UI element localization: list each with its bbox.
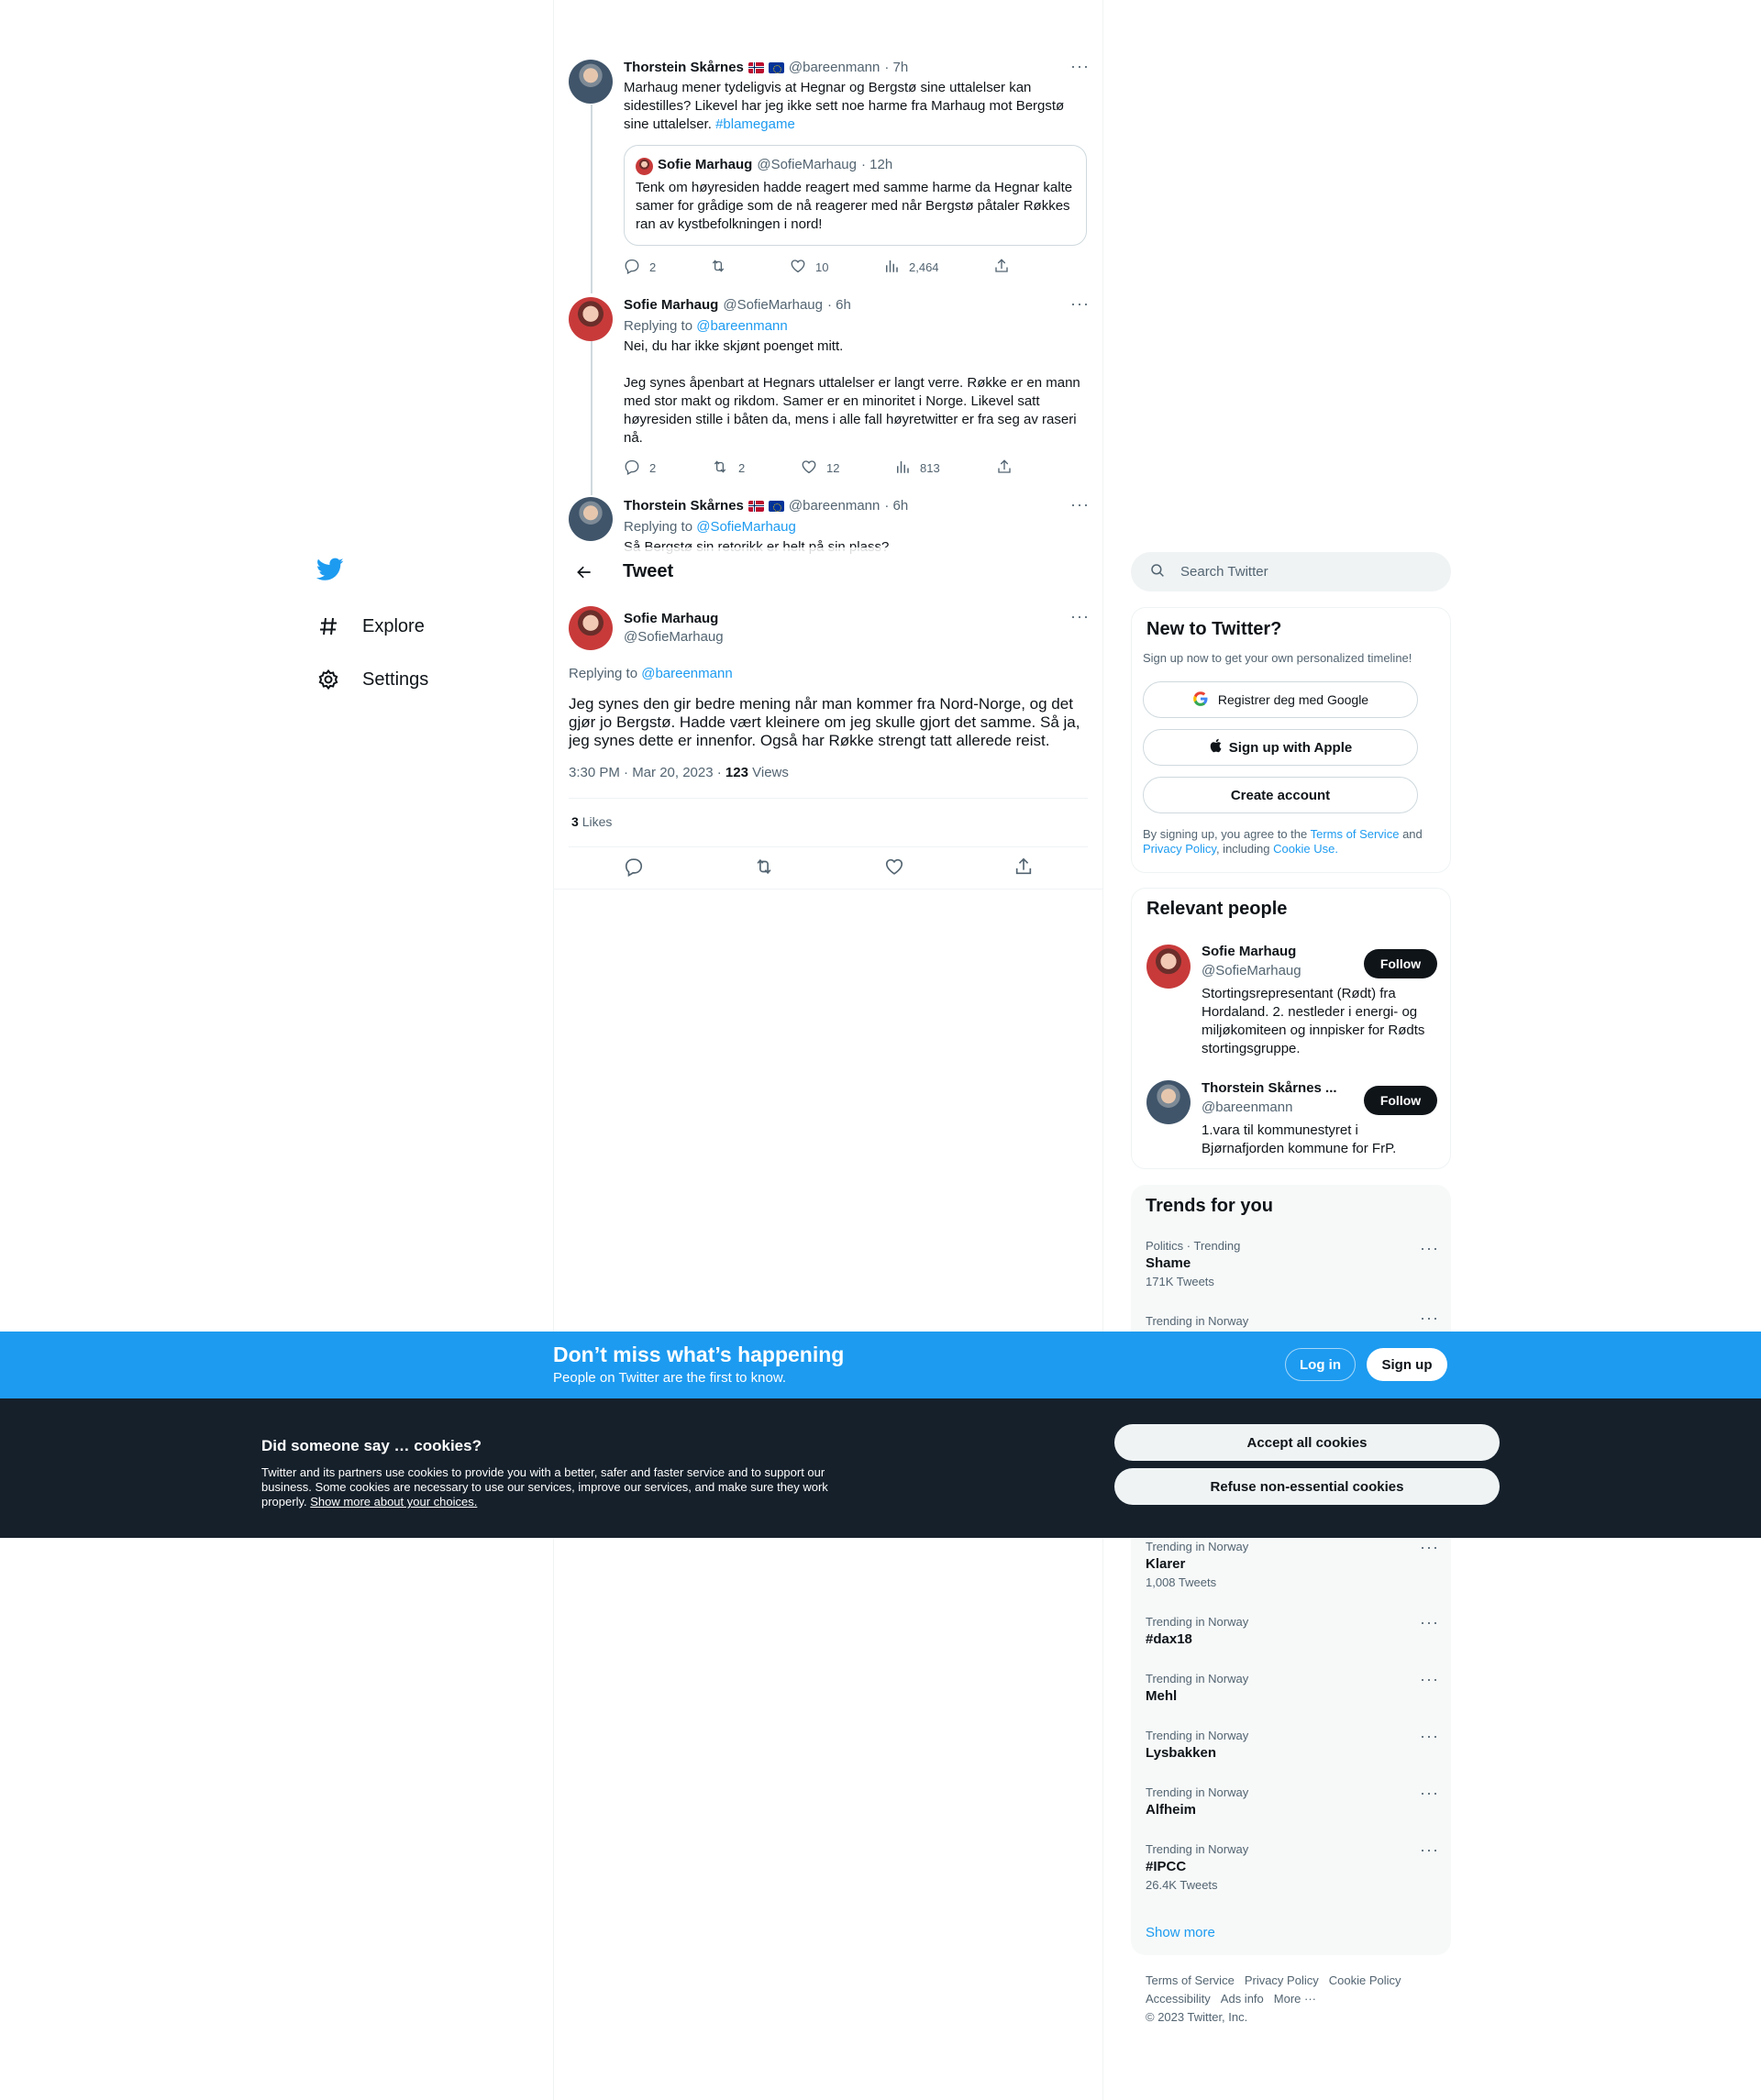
more-icon[interactable]: ··· xyxy=(1070,57,1090,75)
trend-count: 171K Tweets xyxy=(1146,1275,1214,1288)
trend-name: #IPCC xyxy=(1146,1859,1187,1874)
trend-item[interactable] xyxy=(1146,1540,1439,1589)
divider xyxy=(569,846,1088,847)
trend-name: Shame xyxy=(1146,1255,1191,1271)
heart-icon[interactable] xyxy=(884,857,904,881)
reply-button[interactable] xyxy=(624,258,709,277)
avatar[interactable] xyxy=(569,497,613,541)
trend-item[interactable] xyxy=(1146,1729,1439,1761)
views-button[interactable] xyxy=(883,258,993,277)
nav-item-label: Explore xyxy=(362,615,425,636)
cookie-body: Twitter and its partners use cookies to provide you with a better, safer and faster service and to support our business. Some cookies are necessary to use our services, improve our services, and make sure they work properly. xyxy=(261,1465,828,1509)
trend-name: #dax18 xyxy=(1146,1631,1192,1647)
hashtag-icon xyxy=(315,613,342,640)
signup-banner xyxy=(0,1332,1761,1398)
sidebar-footer xyxy=(1146,1972,1401,2027)
mention-link[interactable]: @bareenmann xyxy=(641,666,733,681)
apple-button-label: Sign up with Apple xyxy=(1228,739,1353,756)
tweet-page-header xyxy=(554,547,1102,596)
tweet-text: Nei, du har ikke skjønt poenget mitt. xyxy=(624,338,844,354)
author-name[interactable]: Sofie Marhaug xyxy=(624,297,719,313)
replying-to-label: Replying to xyxy=(624,318,693,334)
avatar[interactable] xyxy=(1146,1080,1191,1124)
gear-icon xyxy=(315,666,342,693)
cookie-more-link[interactable]: Show more about your choices. xyxy=(310,1495,478,1509)
follow-button[interactable]: Follow xyxy=(1364,1086,1437,1115)
back-arrow-icon[interactable] xyxy=(570,558,598,586)
reply-button[interactable] xyxy=(624,459,711,478)
follow-button[interactable]: Follow xyxy=(1364,949,1437,978)
trend-name: Lysbakken xyxy=(1146,1745,1216,1761)
nav-item-settings[interactable] xyxy=(315,666,428,693)
share-icon xyxy=(996,459,1013,478)
cookie-title: Did someone say … cookies? xyxy=(261,1437,482,1454)
trend-count: 1,008 Tweets xyxy=(1146,1575,1217,1589)
footer-link[interactable]: Ads info xyxy=(1220,1992,1264,2006)
replying-to xyxy=(624,317,1087,336)
more-icon[interactable]: ··· xyxy=(1420,1239,1439,1257)
like-count: 10 xyxy=(815,260,829,274)
more-icon[interactable]: ··· xyxy=(1070,607,1090,625)
more-icon[interactable]: ··· xyxy=(1420,1309,1439,1327)
likes-count: 3 xyxy=(571,814,579,829)
avatar[interactable] xyxy=(569,60,613,104)
trend-item[interactable] xyxy=(1146,1842,1439,1892)
retweet-button[interactable] xyxy=(711,459,801,478)
accept-cookies-button[interactable]: Accept all cookies xyxy=(1114,1424,1500,1461)
more-icon[interactable]: ··· xyxy=(1070,294,1090,313)
copyright: © 2023 Twitter, Inc. xyxy=(1146,2010,1248,2024)
trend-category: Trending in Norway xyxy=(1146,1314,1249,1328)
norway-flag-icon xyxy=(748,62,764,73)
trend-category: Trending in Norway xyxy=(1146,1540,1249,1553)
quote-text: Tenk om høyresiden hadde reagert med samme harme da Hegnar kalte samer for grådige som de nå reagerer med når Bergstø påtaler Røkkes ran av kystbefolkningen i nord! xyxy=(636,180,1073,232)
timeline-right-border xyxy=(1102,0,1103,2100)
footer-link[interactable]: More ··· xyxy=(1273,1992,1316,2006)
trend-category: Trending in Norway xyxy=(1146,1615,1249,1629)
footer-link[interactable]: Accessibility xyxy=(1146,1992,1211,2006)
card-title: Relevant people xyxy=(1146,899,1288,919)
cookie-use-link[interactable]: Cookie Use. xyxy=(1273,842,1338,856)
more-icon[interactable]: ··· xyxy=(1420,1538,1439,1556)
nav-item-explore[interactable] xyxy=(315,613,425,640)
reply-icon xyxy=(624,459,640,478)
replying-to-label: Replying to xyxy=(569,666,638,681)
replying-to xyxy=(569,666,733,681)
like-button[interactable] xyxy=(790,258,883,277)
trend-category: Trending in Norway xyxy=(1146,1842,1249,1856)
more-icon[interactable]: ··· xyxy=(1420,1784,1439,1802)
retweet-icon xyxy=(711,459,729,478)
google-button-label: Registrer deg med Google xyxy=(1217,692,1369,707)
like-button[interactable] xyxy=(801,459,894,478)
reply-icon[interactable] xyxy=(624,857,644,881)
author-name[interactable]: Sofie Marhaug xyxy=(624,611,719,626)
retweet-icon[interactable] xyxy=(753,857,775,881)
mention-link[interactable]: @SofieMarhaug xyxy=(696,519,796,535)
tos-link[interactable]: Terms of Service xyxy=(1310,827,1400,841)
trend-category: Trending in Norway xyxy=(1146,1729,1249,1742)
thread-connector xyxy=(591,341,593,495)
main-tweet-text: Jeg synes den gir bedre mening når man kommer fra Nord-Norge, og det gjør jo Bergstø. Hadde vært kleinere om jeg skulle gjort det samme. Så ja, jeg synes dette er innenfor. Også har Røkke strengt tatt allerede reist. xyxy=(569,695,1080,749)
reply-icon xyxy=(624,258,640,277)
author-handle[interactable]: @bareenmann xyxy=(788,60,880,75)
views-label: Views xyxy=(752,765,789,780)
trend-count: 26.4K Tweets xyxy=(1146,1878,1218,1892)
legal-text: , including xyxy=(1215,842,1270,856)
footer-link[interactable]: Cookie Policy xyxy=(1328,1973,1401,1987)
trends-card xyxy=(1131,1185,1451,1955)
trend-category: Trending in Norway xyxy=(1146,1672,1249,1686)
analytics-icon xyxy=(883,258,900,277)
author-handle[interactable]: @SofieMarhaug xyxy=(624,629,724,645)
show-more-link[interactable]: Show more xyxy=(1146,1925,1215,1940)
trend-name: Alfheim xyxy=(1146,1802,1197,1818)
tweet-time[interactable]: · 6h xyxy=(884,498,909,514)
twitter-logo-icon[interactable] xyxy=(316,558,348,589)
trend-name: Mehl xyxy=(1146,1688,1178,1704)
trend-category: Politics · Trending xyxy=(1146,1239,1241,1253)
person-handle[interactable]: @SofieMarhaug xyxy=(1202,963,1301,978)
banner-subtitle: People on Twitter are the first to know. xyxy=(553,1370,787,1386)
person-bio: Stortingsrepresentant (Rødt) fra Hordaland. 2. nestleder i energi- og miljøkomiteen og innpisker for Rødts stortingsgruppe. xyxy=(1202,986,1425,1056)
apple-icon xyxy=(1209,737,1224,757)
more-icon[interactable]: ··· xyxy=(1420,1727,1439,1745)
author-handle[interactable]: @bareenmann xyxy=(788,498,880,514)
relevant-people-card xyxy=(1131,888,1451,1169)
footer-link[interactable]: Privacy Policy xyxy=(1244,1973,1319,1987)
share-icon xyxy=(993,258,1010,277)
cookie-text xyxy=(261,1465,848,1509)
avatar[interactable] xyxy=(569,297,613,341)
avatar[interactable] xyxy=(569,606,613,650)
share-icon[interactable] xyxy=(1013,857,1034,881)
legal-text: By signing up, you agree to the xyxy=(1143,827,1308,841)
share-button[interactable] xyxy=(996,459,1013,478)
footer-link[interactable]: Terms of Service xyxy=(1146,1973,1235,1987)
privacy-link[interactable]: Privacy Policy xyxy=(1143,842,1216,856)
trend-item[interactable] xyxy=(1146,1672,1439,1704)
search-input[interactable] xyxy=(1131,552,1451,591)
like-count: 12 xyxy=(826,461,840,475)
heart-icon xyxy=(790,258,806,277)
share-button[interactable] xyxy=(993,258,1010,277)
more-icon[interactable]: ··· xyxy=(1420,1613,1439,1631)
create-account-button[interactable]: Create account xyxy=(1143,777,1418,813)
card-title: Trends for you xyxy=(1146,1196,1273,1216)
more-icon[interactable]: ··· xyxy=(1420,1670,1439,1688)
hashtag-link[interactable]: #blamegame xyxy=(715,116,795,132)
tweet-header xyxy=(624,297,851,313)
more-icon[interactable]: ··· xyxy=(1070,495,1090,514)
trend-name: Klarer xyxy=(1146,1556,1186,1572)
page-title: Tweet xyxy=(623,561,674,581)
card-subtitle: Sign up now to get your own personalized timeline! xyxy=(1143,651,1412,665)
banner-title: Don’t miss what’s happening xyxy=(553,1343,845,1366)
card-title: New to Twitter? xyxy=(1146,619,1282,639)
norway-flag-icon xyxy=(748,501,764,512)
view-count: 2,464 xyxy=(909,260,939,274)
google-signup-button[interactable] xyxy=(1143,681,1418,718)
person-bio: 1.vara til kommunestyret i Bjørnafjorden kommune for FrP. xyxy=(1202,1122,1397,1156)
legal-text: and xyxy=(1402,827,1423,841)
nav-item-label: Settings xyxy=(362,669,429,690)
tweet-timestamp xyxy=(569,765,789,780)
retweet-count: 2 xyxy=(738,461,746,475)
timeline-left-border xyxy=(553,0,554,2100)
google-icon xyxy=(1192,691,1209,710)
timestamp-text[interactable]: 3:30 PM · Mar 20, 2023 · xyxy=(569,765,722,780)
cookie-banner xyxy=(0,1398,1761,1538)
reply-count: 2 xyxy=(649,260,657,274)
avatar xyxy=(636,158,653,175)
apple-signup-button[interactable] xyxy=(1143,729,1418,766)
retweet-button[interactable] xyxy=(709,258,790,277)
more-icon[interactable]: ··· xyxy=(1420,1840,1439,1859)
author-handle[interactable]: @SofieMarhaug xyxy=(723,297,823,313)
replying-to-label: Replying to xyxy=(624,519,693,535)
tweet-header xyxy=(624,60,908,75)
thread-connector xyxy=(591,105,593,293)
reply-count: 2 xyxy=(649,461,657,475)
tweet-text: Jeg synes åpenbart at Hegnars uttalelser er langt verre. Røkke er en mann med stor makt og rikdom. Samer er en minoritet i Norge. Likevel satt høyresiden stille i båten da, mens i alle fall høyretwitter er fra seg av raseri nå. xyxy=(624,375,1080,446)
signup-button[interactable]: Sign up xyxy=(1367,1348,1447,1381)
divider xyxy=(569,798,1088,799)
main-tweet-actions xyxy=(569,857,1088,881)
search-icon xyxy=(1149,562,1166,582)
trend-item[interactable] xyxy=(1146,1309,1439,1328)
login-button[interactable]: Log in xyxy=(1285,1348,1356,1381)
tweet-time[interactable]: · 6h xyxy=(826,297,851,313)
signup-legal xyxy=(1143,827,1436,857)
views-button[interactable] xyxy=(894,459,996,478)
likes-label: Likes xyxy=(581,814,613,829)
view-count: 813 xyxy=(920,461,940,475)
replying-to xyxy=(624,518,1087,536)
tweet-text xyxy=(624,79,1087,134)
likes-summary[interactable] xyxy=(571,814,612,829)
quote-author-name: Sofie Marhaug xyxy=(658,157,753,172)
trend-item[interactable] xyxy=(1146,1785,1439,1818)
heart-icon xyxy=(801,459,817,478)
author-name[interactable]: Thorstein Skårnes xyxy=(624,498,744,514)
refuse-cookies-button[interactable]: Refuse non-essential cookies xyxy=(1114,1468,1500,1505)
trend-item[interactable] xyxy=(1146,1615,1439,1647)
tweet-time[interactable]: · 7h xyxy=(884,60,909,75)
avatar[interactable] xyxy=(1146,945,1191,989)
analytics-icon xyxy=(894,459,911,478)
author-name[interactable]: Thorstein Skårnes xyxy=(624,60,744,75)
trend-item[interactable] xyxy=(1146,1239,1439,1288)
tweet-actions xyxy=(624,459,1013,478)
search-placeholder: Search Twitter xyxy=(1180,564,1268,580)
tweet-text-body: Marhaug mener tydeligvis at Hegnar og Bergstø sine uttalelser kan sidestilles? Likevel har jeg ikke sett noe harme fra Marhaug mot Bergstø sine uttalelser. xyxy=(624,80,1065,132)
quote-header xyxy=(658,157,892,172)
eu-flag-icon xyxy=(769,501,784,512)
tweet-header xyxy=(624,498,908,514)
eu-flag-icon xyxy=(769,62,784,73)
person-handle[interactable]: @bareenmann xyxy=(1202,1100,1293,1115)
mention-link[interactable]: @bareenmann xyxy=(696,318,788,334)
person-name[interactable]: Sofie Marhaug xyxy=(1202,944,1297,959)
quote-author-handle: @SofieMarhaug xyxy=(757,157,857,172)
person-name[interactable]: Thorstein Skårnes ... xyxy=(1202,1080,1337,1096)
retweet-icon xyxy=(709,258,727,277)
tweet-actions xyxy=(624,258,1010,277)
views-count: 123 xyxy=(725,765,748,780)
trend-category: Trending in Norway xyxy=(1146,1785,1249,1799)
new-to-twitter-card xyxy=(1131,607,1451,873)
divider xyxy=(554,889,1102,890)
quote-time: · 12h xyxy=(860,157,893,172)
